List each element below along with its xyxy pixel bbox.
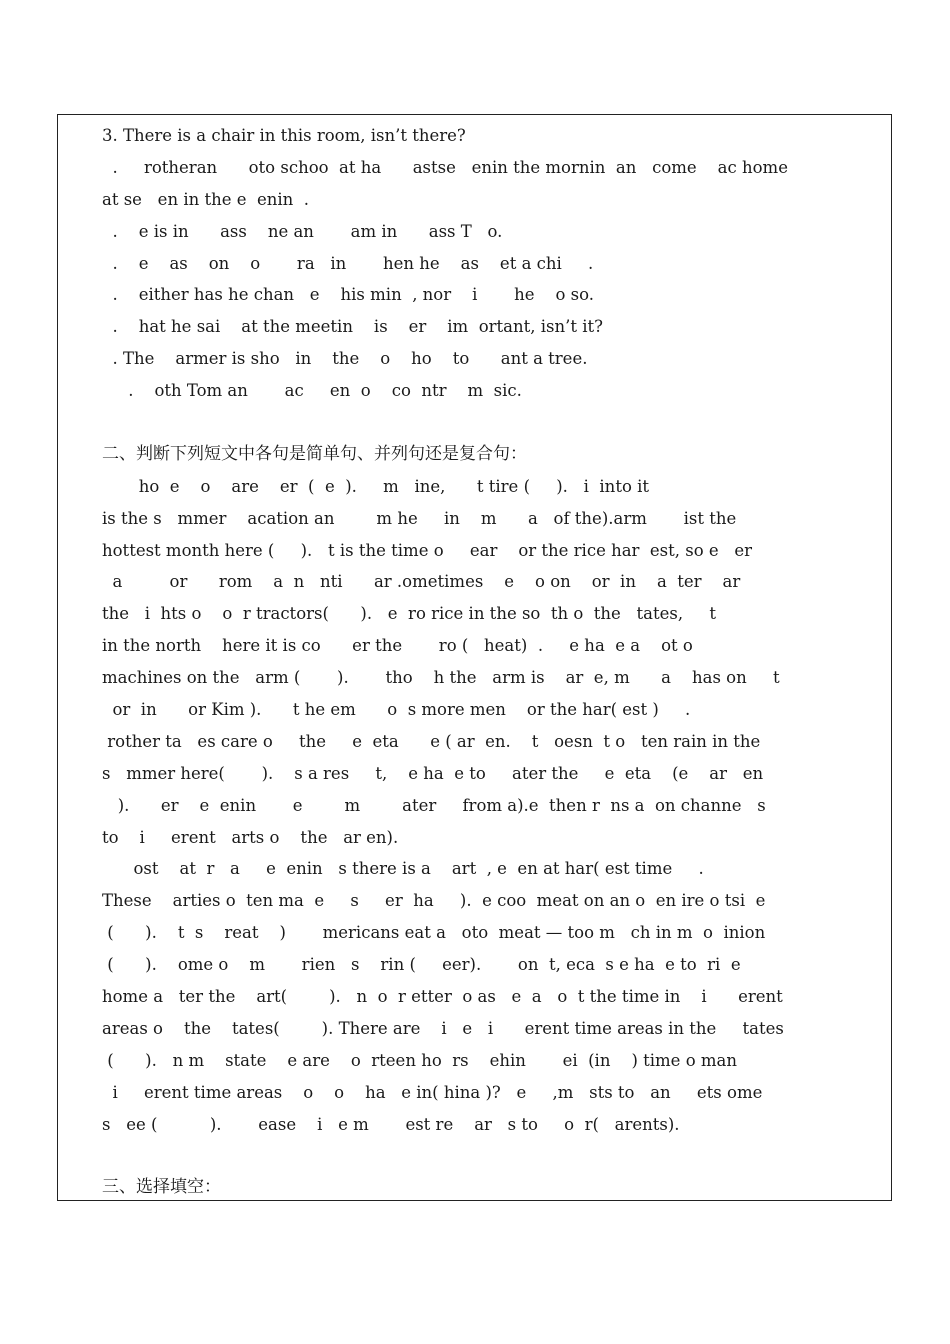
exercise-line: . hat he sai at the meetin is er im ortant, isn’t it?: [102, 317, 603, 337]
passage-line: ( ). t s reat ) mericans eat a oto meat — too m ch in m o inion: [102, 923, 766, 943]
exercise-line: 3. There is a chair in this room, isn’t there?: [102, 126, 466, 145]
passage-line: is the s mmer acation an m he in m a of the).arm ist the: [102, 508, 737, 528]
passage-line: ho e o are er ( e ). m ine, t tire ( ). i into it: [102, 476, 650, 496]
passage-line: the i hts o o r tractors( ). e ro rice in the so th o the tates, t: [102, 604, 716, 624]
passage-line: ( ). n m state e are o rteen ho rs ehin ei (in ) time o man: [102, 1050, 737, 1070]
exercise-line: . rotheran oto schoo at ha astse enin the mornin an come ac home: [102, 157, 788, 177]
section-spacer: [102, 407, 932, 439]
passage-line: to i erent arts o the ar en).: [102, 827, 399, 847]
section-three-heading: 三、选择填空：: [102, 1177, 221, 1198]
exercise-line: . e is in ass ne an am in ass T o.: [102, 221, 503, 241]
passage-line: s mmer here( ). s a res t, e ha e to ater the e eta (e ar en: [102, 763, 764, 783]
passage-line: rother ta es care o the e eta e ( ar en. t oesn t o ten rain in the: [102, 731, 761, 751]
passage-line: s ee ( ). ease i e m est re ar s to o r( arents).: [102, 1114, 680, 1134]
passage-line: ). er e enin e m ater from a).e then r ns a on channe s: [102, 795, 766, 815]
passage-line: ost at r a e enin s there is a art , e en at har( est time .: [102, 859, 704, 879]
passage-line: These arties o ten ma e s er ha ). e coo meat on an o en ire o tsi e: [102, 891, 766, 911]
passage-line: areas o the tates( ). There are i e i erent time areas in the tates: [102, 1018, 784, 1038]
passage-line: hottest month here ( ). t is the time o ear or the rice har est, so e er: [102, 540, 753, 560]
exercise-line: . either has he chan e his min , nor i he o so.: [102, 285, 595, 305]
exercise-line: at se en in the e enin .: [102, 189, 310, 209]
passage-line: a or rom a n nti ar .ometimes e o on or in a ter ar: [102, 572, 741, 592]
passage-line: or in or Kim ). t he em o s more men or the har( est ) .: [102, 700, 691, 720]
passage-line: in the north here it is co er the ro ( heat) . e ha e a ot o: [102, 636, 693, 656]
passage-line: ( ). ome o m rien s rin ( eer). on t, eca s e ha e to ri e: [102, 955, 741, 975]
passage-line: machines on the arm ( ). tho h the arm is ar e, m a has on t: [102, 668, 780, 688]
document-body: [102, 120, 932, 1204]
passage-line: home a ter the art( ). n o r etter o as e a o t the time in i erent: [102, 987, 783, 1007]
exercise-line: . oth Tom an ac en o co ntr m sic.: [102, 381, 522, 401]
exercise-line: . e as on o ra in hen he as et a chi .: [102, 253, 594, 273]
section-two-heading: 二、判断下列短文中各句是简单句、并列句还是复合句：: [102, 443, 527, 464]
exercise-line: . The armer is sho in the o ho to ant a tree.: [102, 349, 588, 369]
passage-line: i erent time areas o o ha e in( hina )? e ,m sts to an ets ome: [102, 1082, 763, 1102]
section-spacer: [102, 1141, 932, 1173]
